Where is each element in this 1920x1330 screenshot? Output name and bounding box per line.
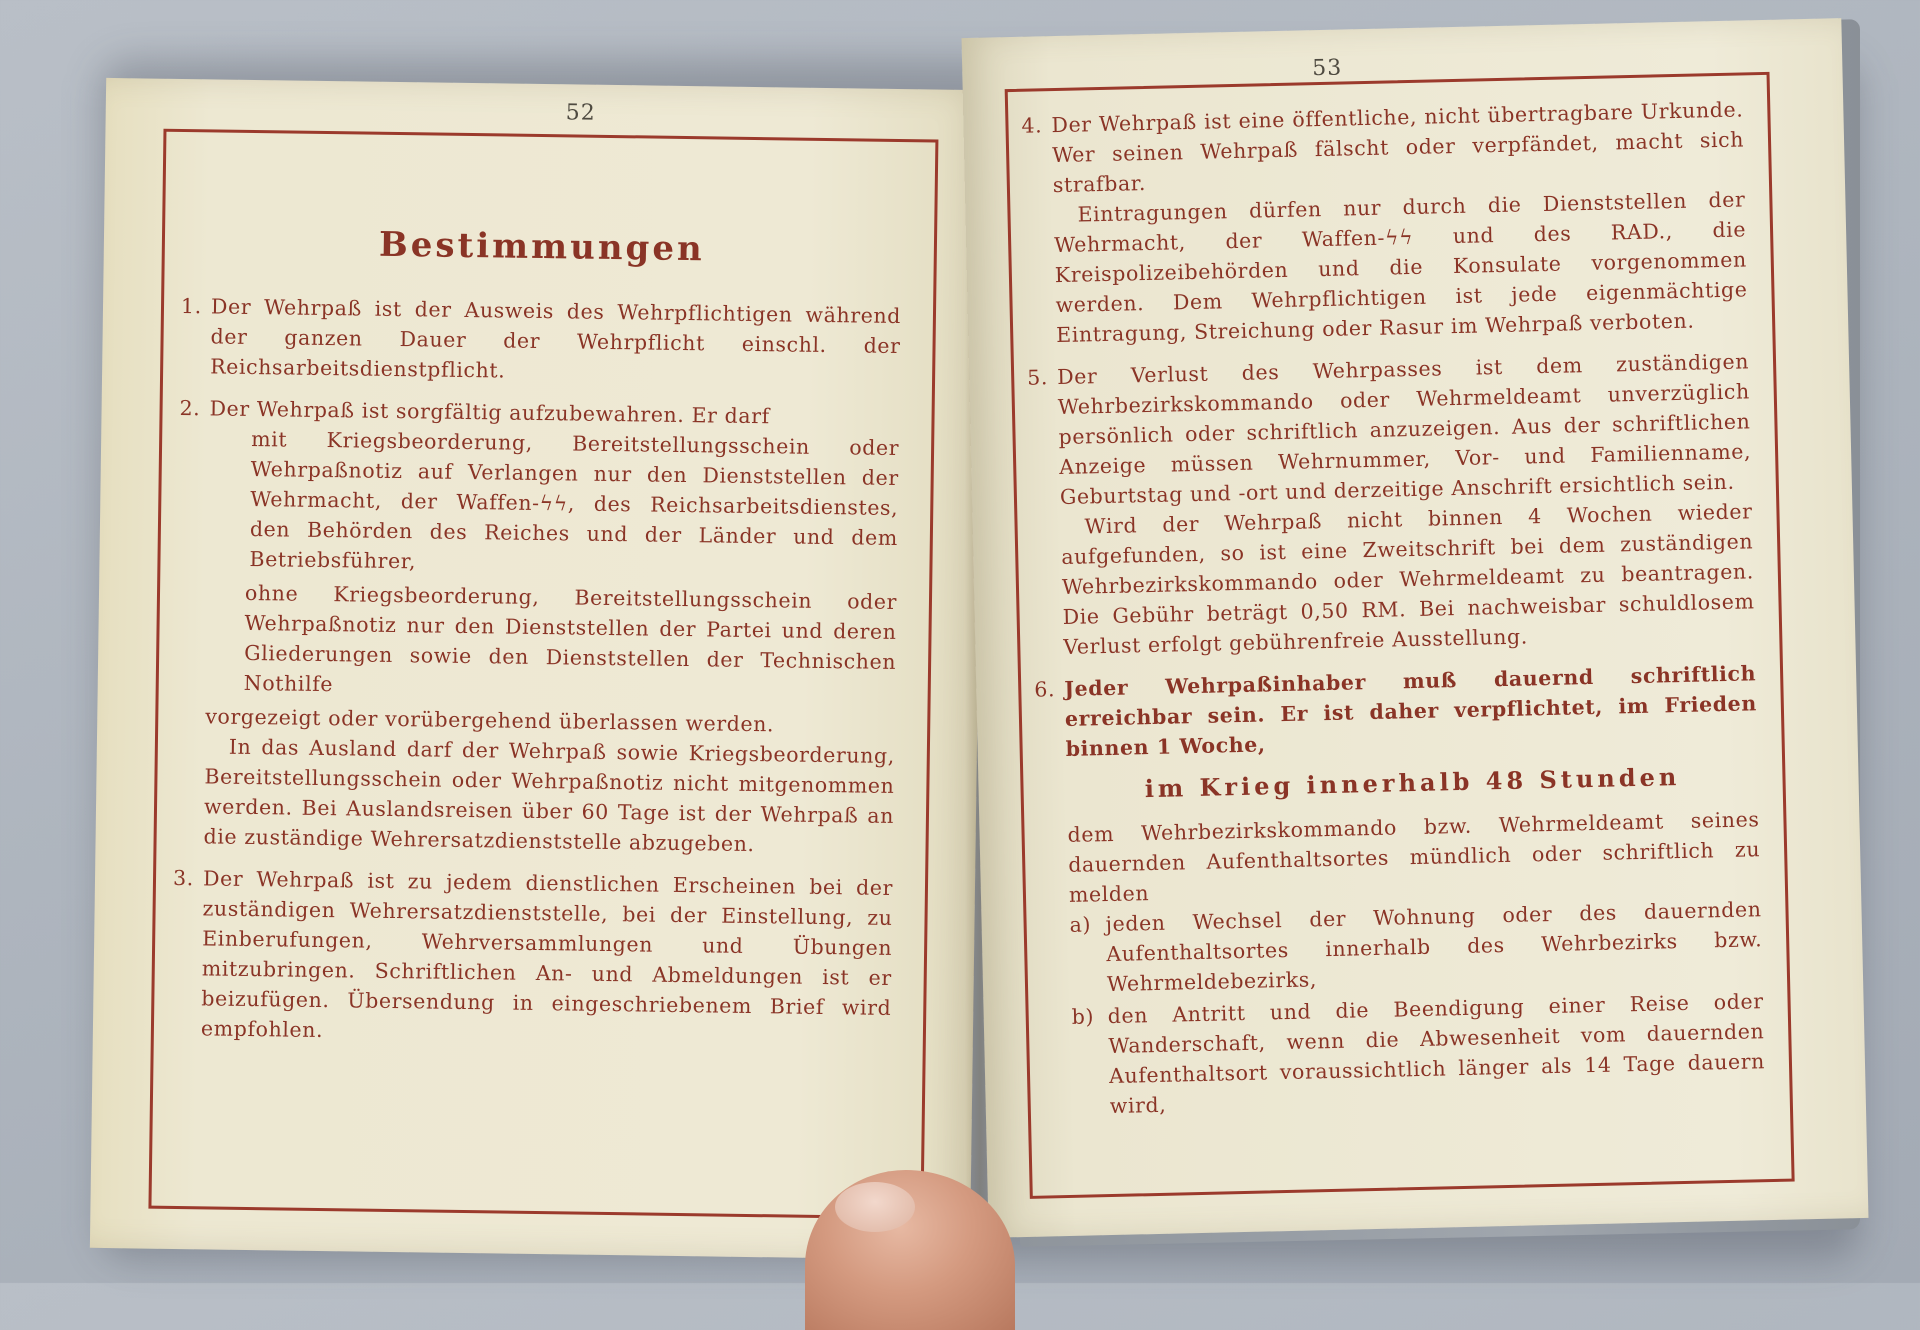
rule-subparagraph: dem Wehrbezirkskommando bzw. Wehrmeldeamt seines dauernden Aufenthaltsortes mündlich oder schriftlich zu melden (1067, 807, 1761, 907)
rule-subparagraph: In das Ausland darf der Wehrpaß sowie Kriegsbeorderung, Bereitstellungsschein oder Wehrpaßnotiz nicht mitgenommen werden. Bei Auslandsreisen über 60 Tage ist der Wehrpaß an die zuständige Wehrersatzdienststelle abzugeben. (203, 734, 895, 857)
rule-text: Der Wehrpaß ist eine öffentliche, nicht übertragbare Urkunde. Wer seinen Wehrpaß fälscht oder verpfändet, macht sich strafbar. (1051, 97, 1745, 198)
emphasis-line: im Krieg innerhalb 48 Stunden (1144, 762, 1681, 804)
rule-number: 4. (1021, 113, 1043, 138)
rule-item-6 (1034, 658, 1766, 1122)
right-page-content (1021, 94, 1766, 1134)
rule-number: 5. (1026, 365, 1049, 390)
page-number-left: 52 (565, 100, 596, 126)
rule-item-2 (173, 393, 899, 861)
rule-number: 3. (172, 865, 194, 891)
rule-text: Jeder Wehrpaßinhaber muß dauernd schriftlich erreichbar sein. Er ist daher verpflichtet, im Frieden binnen 1 Woche, (1064, 661, 1758, 761)
right-page (962, 18, 1869, 1238)
rule-item-5 (1027, 346, 1756, 662)
rule-text: Der Wehrpaß ist zu jedem dienstlichen Erscheinen bei der zuständigen Wehrersatzdienststelle, bei der Einstellung, zu Einberufungen, Wehrversammlungen und Übungen mitzubringen. Schriftlichen An- und Abmeldungen ist er beizufügen. Übersendung in eingeschriebenem Brief wird empfohlen. (200, 866, 894, 1043)
rule-subparagraph: Wird der Wehrpaß nicht binnen 4 Wochen wieder aufgefunden, so ist eine Zweitschrift bei dem zuständigen Wehrbezirkskommando oder Wehrmeldeamt zu beantragen. Die Gebühr beträgt 0,50 RM. Bei nachweisbar schuldlosem Verlust erfolgt gebührenfreie Ausstellung. (1061, 499, 1755, 659)
rule-text: Der Wehrpaß ist sorgfältig aufzubewahren. Er darf (209, 396, 770, 429)
subitem-text: jeden Wechsel der Wohnung oder des dauernden Aufenthaltsortes innerhalb des Wehrbezirks bzw. Wehrmeldebezirks, (1105, 897, 1763, 997)
rule-subparagraph: ohne Kriegsbeorderung, Bereitstellungsschein oder Wehrpaßnotiz nur den Dienststellen der Partei und deren Gliederungen sowie den Dienststellen der Technischen Nothilfe (243, 580, 898, 697)
page-title: Bestimmungen (378, 224, 705, 270)
rule-item-3 (171, 863, 893, 1053)
subitem-label: a) (1069, 912, 1092, 937)
rule-subitem-b (1071, 986, 1766, 1122)
rule-subparagraph: Eintragungen dürfen nur durch die Dienststellen der Wehrmacht, der Waffen-ϟϟ und des RAD., die Kreispolizeibehörden und die Konsulate vorgenommen werden. Dem Wehrpflichtigen ist jede eigenmächtige Eintragung, Streichung oder Rasur im Wehrpaß verboten. (1053, 187, 1748, 348)
rule-number: 6. (1034, 677, 1056, 702)
left-page (90, 78, 986, 1260)
rule-item-1 (180, 291, 901, 391)
subitem-text: den Antritt und die Beendigung einer Reise oder Wanderschaft, wenn die Abwesenheit vom dauernden Aufenthaltsort voraussichtlich länger als 14 Tage dauern wird, (1107, 989, 1766, 1119)
rule-number: 2. (179, 395, 201, 421)
subitem-label: b) (1071, 1004, 1095, 1029)
rule-text: Der Verlust des Wehrpasses ist dem zuständigen Wehrbezirkskommando oder Wehrmeldeamt unverzüglich persönlich oder schriftlich anzuzeigen. Aus der schriftlichen Anzeige müssen Wehrnummer, Vor- und Familienname, Geburtstag und -ort und derzeitige Anschrift ersichtlich sein. (1056, 349, 1752, 510)
left-page-content (171, 189, 903, 1065)
rule-number: 1. (180, 293, 202, 319)
page-number-right: 53 (1312, 55, 1343, 82)
rule-subparagraph: vorgezeigt oder vorübergehend überlassen werden. (205, 704, 775, 737)
rule-text: Der Wehrpaß ist der Ausweis des Wehrpflichtigen während der ganzen Dauer der Wehrpflicht einschl. der Reichsarbeitsdienstpflicht. (210, 294, 902, 383)
rule-item-4 (1021, 94, 1748, 350)
thumbnail-highlight (835, 1182, 915, 1232)
rule-subitem-a (1069, 894, 1763, 1000)
rule-subparagraph: mit Kriegsbeorderung, Bereitstellungsschein oder Wehrpaßnotiz auf Verlangen nur den Dienststellen der Wehrmacht, der Waffen-ϟϟ, des Reichsarbeitsdienstes, den Behörden des Reiches und der Länder und dem Betriebsführer, (249, 426, 900, 574)
